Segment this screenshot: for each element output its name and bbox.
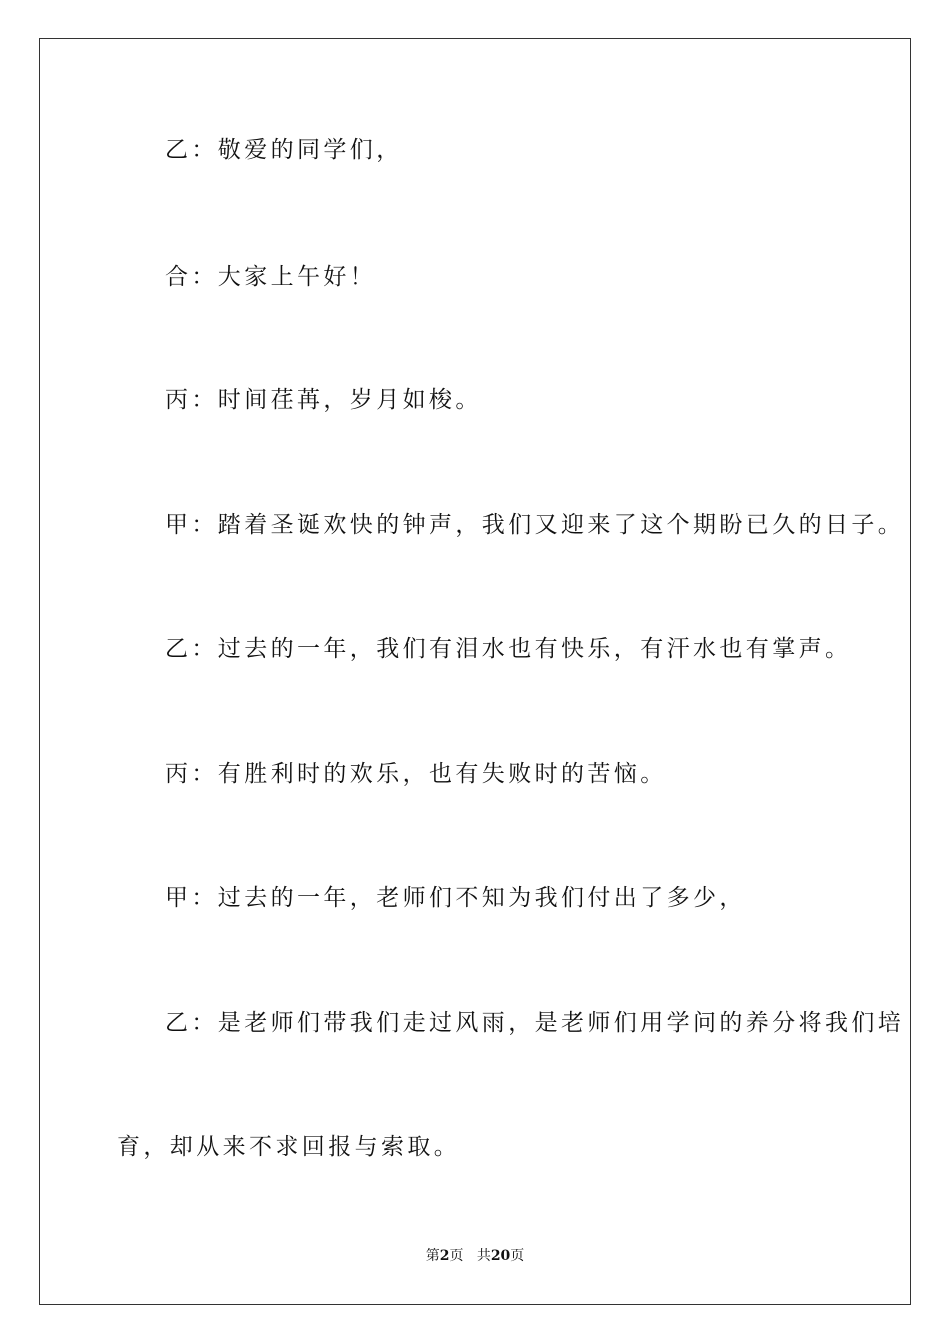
page-footer	[0, 1246, 950, 1266]
footer-page-number: 2	[439, 1248, 450, 1264]
footer-page-suffix: 页	[449, 1248, 464, 1264]
paragraph-line-2: 合：大家上午好！	[165, 264, 377, 290]
footer-prefix: 第	[425, 1248, 440, 1264]
paragraph-line-9: 育，却从来不求回报与索取。	[117, 1134, 461, 1160]
paragraph-line-7: 甲：过去的一年，老师们不知为我们付出了多少，	[165, 885, 746, 911]
paragraph-line-6: 丙：有胜利时的欢乐，也有失败时的苦恼。	[165, 761, 667, 787]
footer-total-pages: 20	[490, 1248, 511, 1264]
paragraph-line-4: 甲：踏着圣诞欢快的钟声，我们又迎来了这个期盼已久的日子。	[165, 512, 905, 538]
paragraph-line-3: 丙：时间荏苒，岁月如梭。	[165, 387, 482, 413]
footer-total-suffix: 页	[510, 1248, 525, 1264]
page-frame	[39, 38, 911, 1305]
paragraph-line-1: 乙：敬爱的同学们，	[165, 137, 403, 163]
paragraph-line-8: 乙：是老师们带我们走过风雨，是老师们用学问的养分将我们培	[165, 1010, 905, 1036]
paragraph-line-5: 乙：过去的一年，我们有泪水也有快乐，有汗水也有掌声。	[165, 636, 852, 662]
footer-total-prefix: 共	[476, 1248, 491, 1264]
